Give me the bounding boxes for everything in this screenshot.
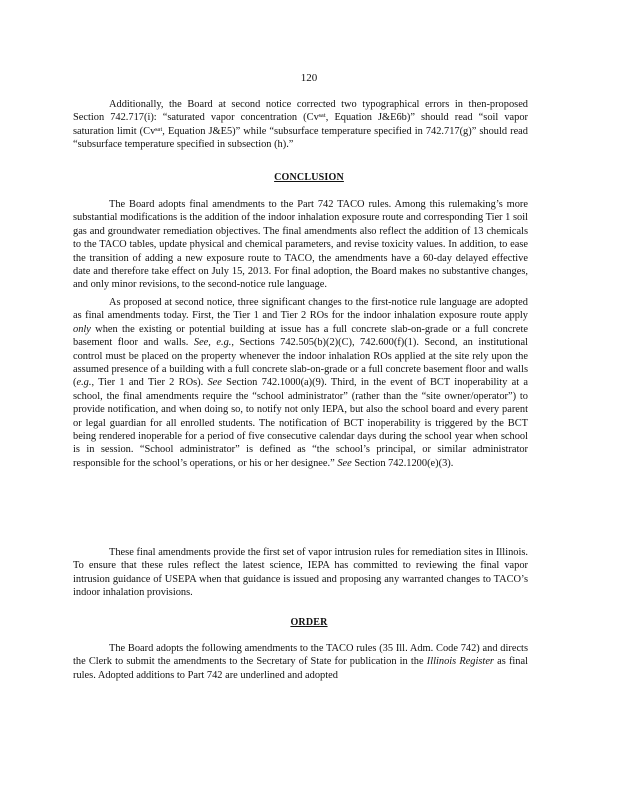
publication-title: Illinois Register [426, 656, 494, 668]
page-number: 120 [300, 72, 318, 84]
paragraph-typographical-corrections [73, 98, 528, 152]
paragraph-text: Additionally, the Board at second notice corrected two typographical errors in then-proposed Section 742.717(i): “saturated vapor concentration (Cvˢᵃᵗ, Equation J&E6b)” should read “soil vapor saturation limit (Cvˢᵃᵗ, Equation J&E5)” while “subsurface temperature specified in 742.717(g)” should read “subsurface temperature specified in subsection (h).” [73, 99, 528, 151]
emphasis-only: only [73, 323, 91, 335]
paragraph-text: These final amendments provide the first set of vapor intrusion rules for remediation sites in Illinois. To ensure that these rules reflect the latest science, IEPA has committed to reviewing the final vapor intrusion guidance of USEPA when that guidance is issued and proposing any warranted changes to TACO’s indoor inhalation provisions. [73, 547, 528, 599]
paragraph-conclusion-summary [73, 198, 528, 292]
citation-signal: e.g. [76, 377, 92, 389]
paragraph-text: The Board adopts final amendments to the Part 742 TACO rules. Among this rulemaking’s more substantial modifications is the addition of the indoor inhalation exposure route and corresponding Tier 1 soil gas and groundwater remediation objectives. The final amendments also reflect the addition of 13 chemicals to the TACO tables, update physical and chemical parameters, and revise toxicity values. In addition, to ease the transition of adding a new exposure route to TACO, the amendments have a 60-day delayed effective date and therefore take effect on July 15, 2013. For final adoption, the Board makes no substantive changes, and only minor revisions, to the second-notice rule language. [73, 199, 528, 291]
conclusion-heading: CONCLUSION [274, 172, 344, 183]
citation-signal: See [337, 457, 352, 469]
order-heading: ORDER [290, 617, 328, 628]
citation-signal: See, e.g. [193, 337, 232, 349]
paragraph-second-notice-changes: As proposed at second notice, three significant changes to the first-notice rule language are adopted as final amendments today. First, the Tier 1 and Tier 2 ROs for the indoor inhalation exposure route apply only when the existing or potential building at issue has a full concrete slab-on-grade or a full concrete basement floor and walls. See, e.g., Sections 742.505(b)(2)(C), 742.600(f)(1). Second, an institutional control must be placed on the property whenever the indoor inhalation ROs applied at the site rely upon the assumed presence of a building with a full concrete slab-on-grade or a full concrete basement floor and walls (e.g., Tier 1 and Tier 2 ROs). See Section 742.1000(a)(9). Third, in the event of BCT inoperability at a school, the final amendments require the “school administrator” (rather than the “site owner/operator”) to provide notification, and when doing so, to notify not only IEPA, but also the school board and every parent or legal guardian for all enrolled students. The notification of BCT inoperability is triggered by the BCT being rendered inoperable for a period of five consecutive calendar days during the school year when school is in session. “School administrator” is defined as “the school’s principal, or similar administrator responsible for the school’s operations, or his or her designee.” See Section 742.1200(e)(3). [73, 297, 529, 469]
paragraph-order: The Board adopts the following amendments to the TACO rules (35 Ill. Adm. Code 742) and directs the Clerk to submit the amendments to the Secretary of State for publication in the Illinois Register as final rules. Adopted additions to Part 742 are underlined and adopted [73, 643, 528, 681]
citation-signal: See [207, 377, 222, 389]
paragraph-vapor-intrusion-rules [73, 546, 528, 600]
